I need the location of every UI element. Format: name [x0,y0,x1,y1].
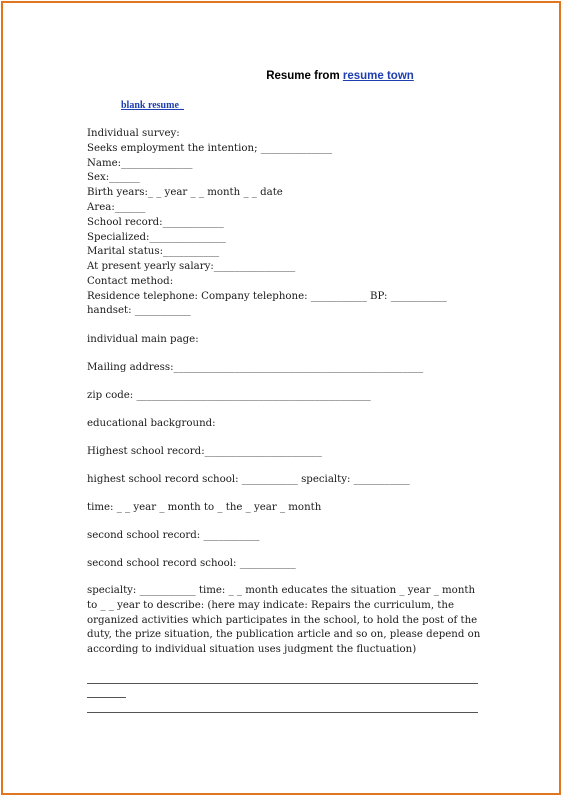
form-line: zip code: ______________________________________________ [87,390,371,401]
form-line: Marital status:___________ [87,246,220,257]
writing-rule [87,697,126,698]
form-line: Residence telephone: Company telephone: ___________ BP: ___________ [87,291,447,302]
form-line: Individual survey: [87,128,180,139]
form-line: Area:______ [87,202,146,213]
form-line: Contact method: [87,276,174,287]
page-title [0,70,566,82]
form-line: School record:____________ [87,217,224,228]
resume-town-link[interactable]: resume town [342,70,414,82]
specialty-paragraph: specialty: ___________ time: _ _ month educates the situation _ year _ month to _ _ year to describe: (here may indicate: Repairs the curriculum, the organized activities which participates in the school, to hold the post of the duty, the prize situation, the publication article and so on, please depend on according to individual situation uses judgment the fluctuation) [87,585,481,656]
title-text: Resume from [266,70,343,82]
form-line: handset: ___________ [87,305,191,316]
form-line: second school record school: ___________ [87,558,296,569]
form-line: time: _ _ year _ month to _ the _ year _ month [87,502,322,513]
form-line: individual main page: [87,334,199,345]
form-line: second school record: ___________ [87,530,260,541]
form-line: Mailing address:_________________________________________________ [87,362,424,373]
writing-rule [87,683,478,684]
form-line: educational background: [87,418,216,429]
form-line: Highest school record:_______________________ [87,446,322,457]
form-line: highest school record school: ___________ specialty: ___________ [87,474,410,485]
blank-resume-link[interactable]: blank resume_ [121,100,184,111]
form-line: Name:______________ [87,158,193,169]
form-line: Birth years:_ _ year _ _ month _ _ date [87,187,283,198]
form-line: Sex:______ [87,172,140,183]
form-line: Specialized:_______________ [87,232,226,243]
form-line: At present yearly salary:________________ [87,261,296,272]
writing-rule [87,712,478,713]
form-line: Seeks employment the intention; ______________ [87,143,333,154]
